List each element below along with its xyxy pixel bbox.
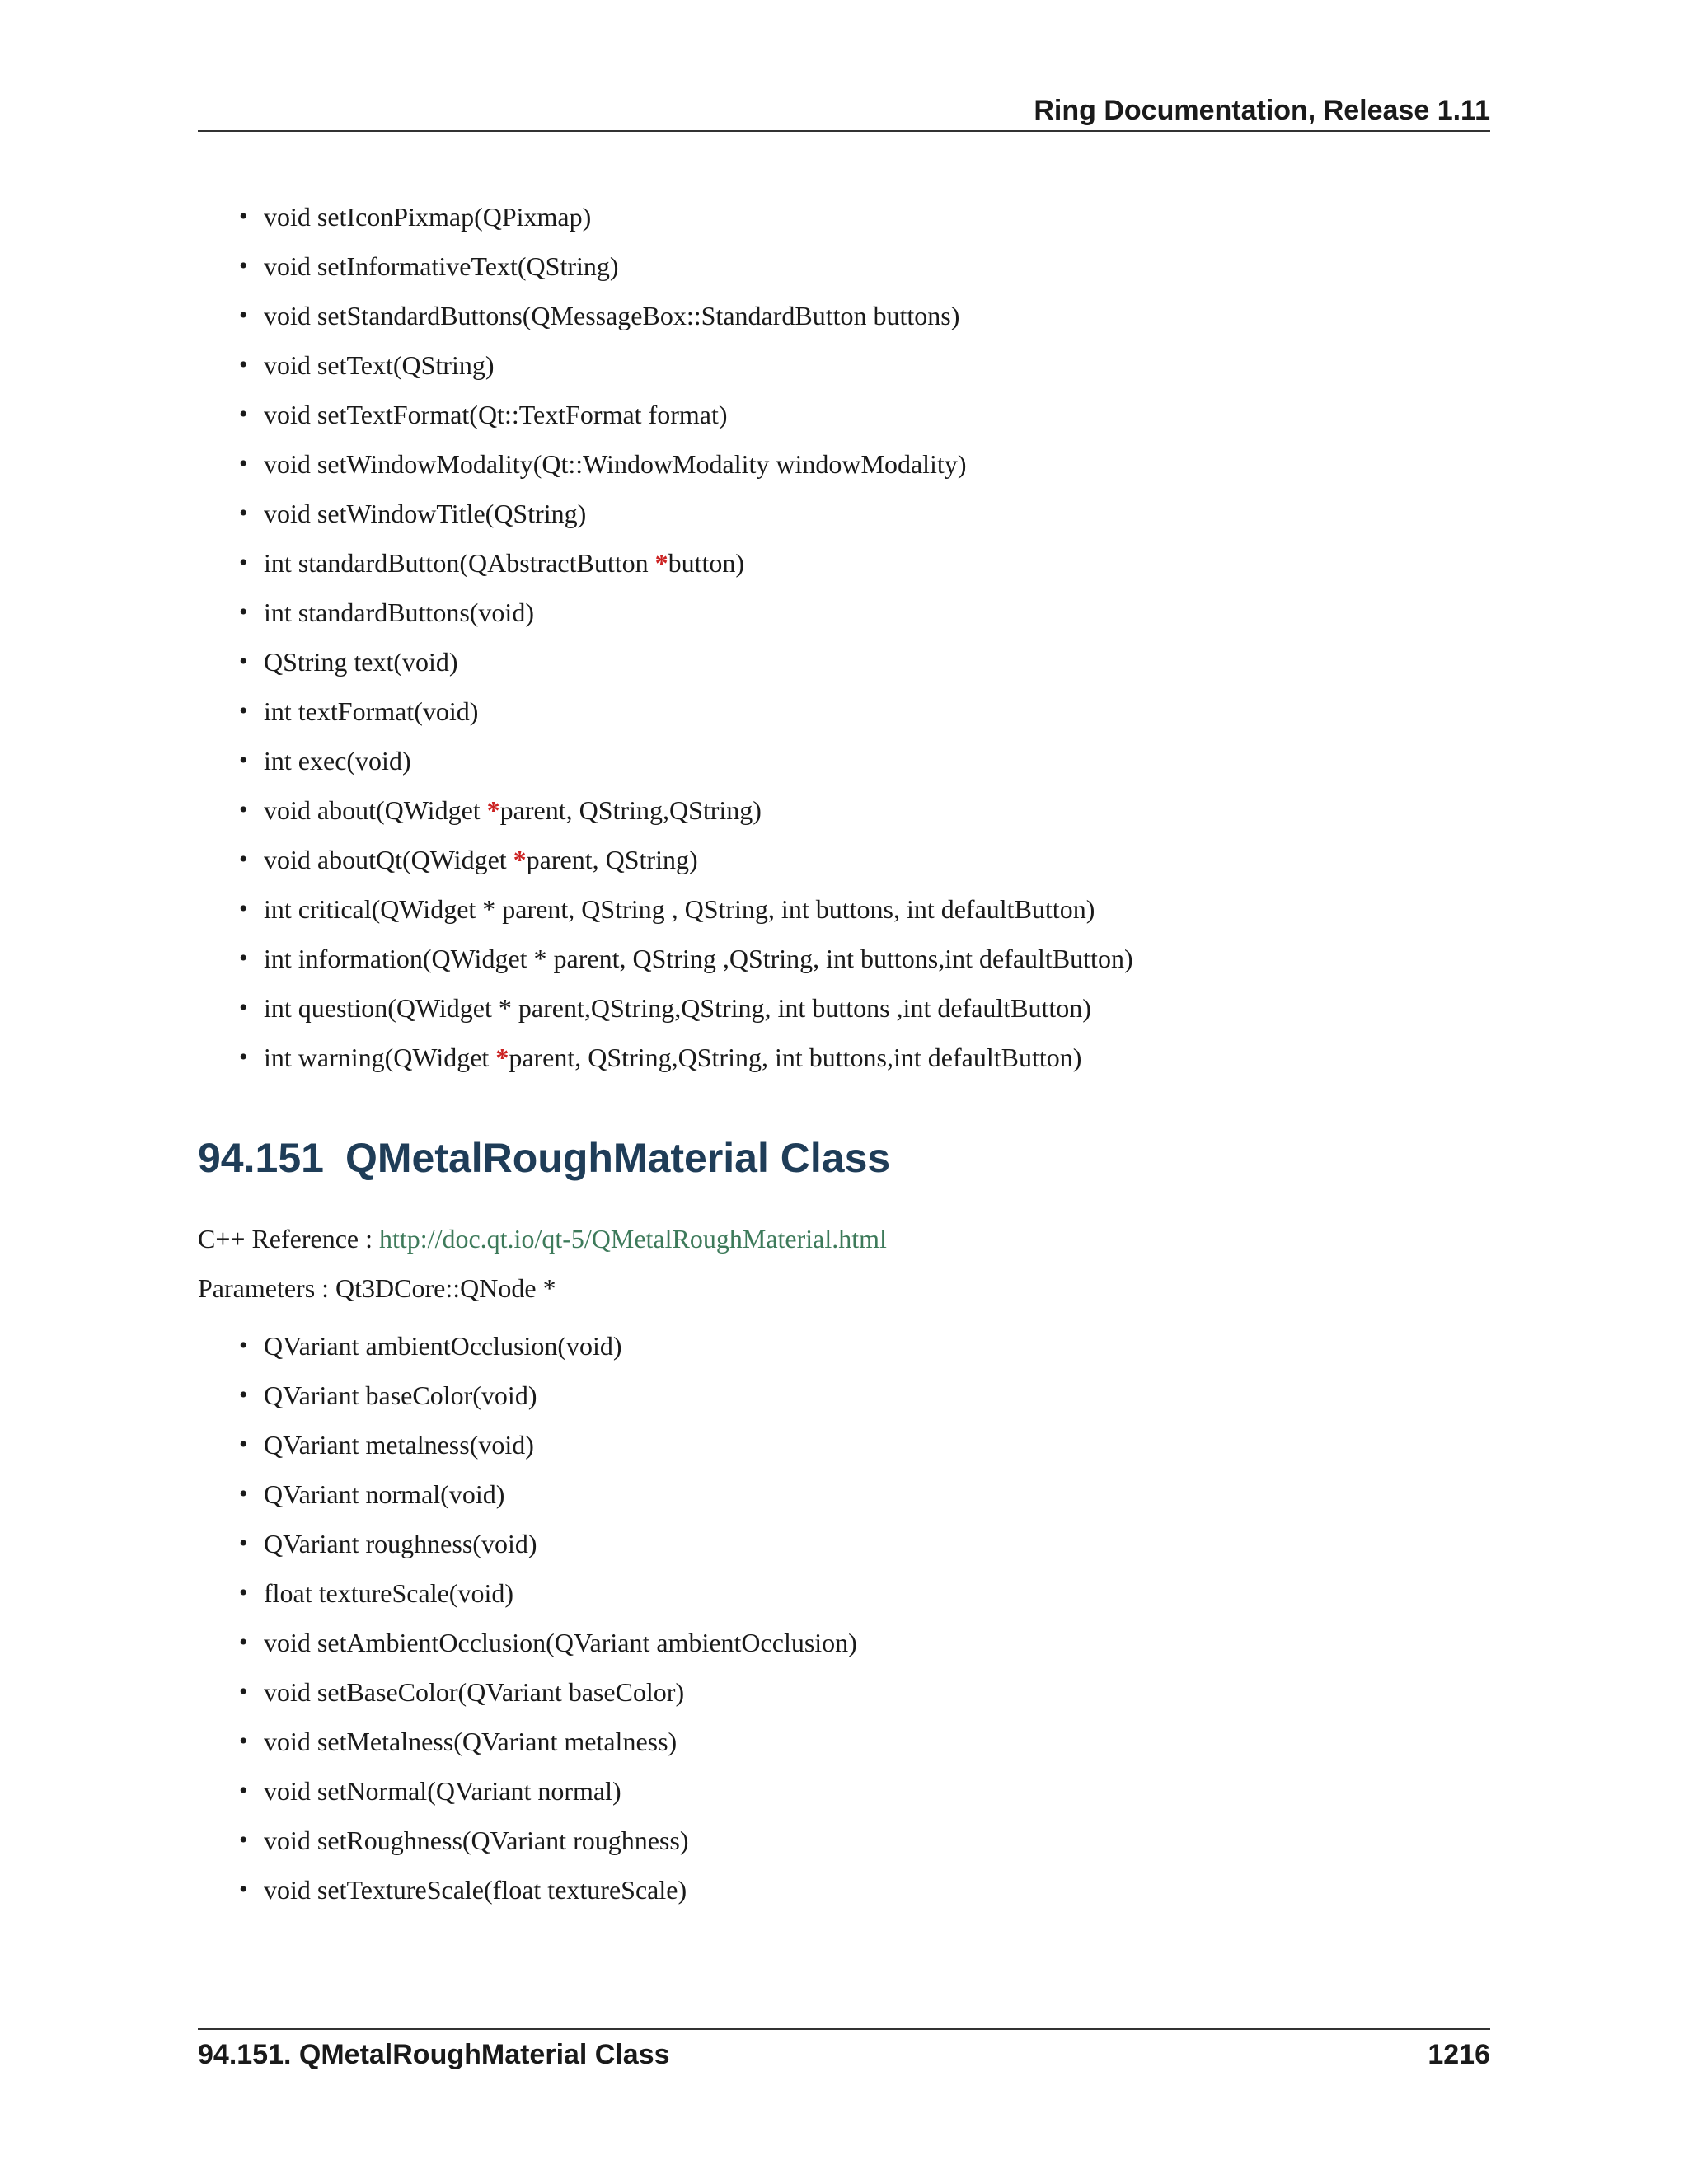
method-signature: int standardButtons(void) <box>264 598 534 627</box>
method-signature: void setIconPixmap(QPixmap) <box>264 202 592 232</box>
method-signature: int textFormat(void) <box>264 696 479 726</box>
method-signature-rest: button) <box>668 548 745 578</box>
cpp-reference-label: C++ Reference : <box>198 1224 379 1254</box>
method-signature: void setInformativeText(QString) <box>264 251 619 281</box>
method-signature-rest: parent, QString) <box>526 845 698 874</box>
bullet-icon: • <box>239 1530 248 1557</box>
method-list-item <box>239 884 1133 934</box>
method-list-item <box>239 390 1133 439</box>
method-list-item <box>239 1568 857 1618</box>
bullet-icon: • <box>239 549 248 576</box>
method-signature: void aboutQt(QWidget <box>264 845 513 874</box>
method-list-item <box>239 340 1133 390</box>
bullet-icon: • <box>239 1043 248 1071</box>
bullet-icon: • <box>239 944 248 972</box>
parameters-line: Parameters : Qt3DCore::QNode * <box>198 1273 556 1303</box>
bullet-icon: • <box>239 1431 248 1458</box>
method-signature: QVariant normal(void) <box>264 1479 505 1509</box>
method-signature: QString text(void) <box>264 647 458 677</box>
method-list-item <box>239 588 1133 637</box>
cpp-reference-link[interactable]: http://doc.qt.io/qt-5/QMetalRoughMaterial.html <box>379 1224 887 1254</box>
method-signature: int standardButton(QAbstractButton <box>264 548 655 578</box>
method-list-item <box>239 1618 857 1667</box>
section-title-text: QMetalRoughMaterial Class <box>345 1135 891 1181</box>
bullet-icon: • <box>239 1876 248 1903</box>
method-signature: QVariant baseColor(void) <box>264 1380 537 1410</box>
bullet-icon: • <box>239 401 248 428</box>
method-signature: QVariant ambientOcclusion(void) <box>264 1331 622 1361</box>
bullet-icon: • <box>239 796 248 823</box>
bullet-icon: • <box>239 846 248 873</box>
pointer-asterisk: * <box>654 548 668 578</box>
method-signature: void setWindowTitle(QString) <box>264 499 587 528</box>
method-list-item <box>239 241 1133 291</box>
bullet-icon: • <box>239 1826 248 1854</box>
method-signature: int information(QWidget * parent, QString ,QString, int buttons,int defaultButton) <box>264 944 1133 973</box>
page-header <box>198 92 1490 132</box>
method-signature: int critical(QWidget * parent, QString , QString, int buttons, int defaultButton) <box>264 894 1095 924</box>
bullet-icon: • <box>239 1381 248 1408</box>
method-list-item <box>239 785 1133 835</box>
method-list-item <box>239 538 1133 588</box>
bullet-icon: • <box>239 1678 248 1705</box>
bullet-icon: • <box>239 450 248 477</box>
method-list-item <box>239 983 1133 1033</box>
method-list-item <box>239 489 1133 538</box>
pointer-asterisk: * <box>486 795 500 825</box>
method-list-item <box>239 1667 857 1717</box>
method-signature: void setText(QString) <box>264 350 495 380</box>
method-list-item <box>239 1321 857 1371</box>
cpp-reference-line <box>198 1214 887 1263</box>
method-signature: void setRoughness(QVariant roughness) <box>264 1825 689 1855</box>
method-signature: void setStandardButtons(QMessageBox::StandardButton buttons) <box>264 301 960 330</box>
method-signature: QVariant metalness(void) <box>264 1430 534 1460</box>
bullet-icon: • <box>239 203 248 230</box>
method-signature: void setNormal(QVariant normal) <box>264 1776 621 1806</box>
method-list-item <box>239 1816 857 1865</box>
method-list-item <box>239 192 1133 241</box>
bullet-icon: • <box>239 598 248 626</box>
bullet-icon: • <box>239 302 248 329</box>
method-list-item <box>239 1033 1133 1082</box>
section-heading <box>198 1129 890 1187</box>
method-list-item <box>239 835 1133 884</box>
method-list-item <box>239 1371 857 1420</box>
bullet-icon: • <box>239 747 248 774</box>
method-signature: void setTextFormat(Qt::TextFormat format) <box>264 400 728 429</box>
bullet-icon: • <box>239 697 248 724</box>
method-list-item <box>239 1865 857 1915</box>
page-number: 1216 <box>1428 2039 1490 2070</box>
pointer-asterisk: * <box>513 845 527 874</box>
bullet-icon: • <box>239 648 248 675</box>
method-list-item <box>239 687 1133 736</box>
document-title: Ring Documentation, Release 1.11 <box>1034 95 1490 126</box>
method-signature: int exec(void) <box>264 746 411 776</box>
bullet-icon: • <box>239 1727 248 1755</box>
bullet-icon: • <box>239 1579 248 1606</box>
method-signature: void about(QWidget <box>264 795 487 825</box>
method-signature: void setTextureScale(float textureScale) <box>264 1875 687 1905</box>
method-signature: QVariant roughness(void) <box>264 1529 537 1558</box>
method-signature: int question(QWidget * parent,QString,QString, int buttons ,int defaultButton) <box>264 993 1091 1023</box>
method-signature: void setWindowModality(Qt::WindowModality windowModality) <box>264 449 967 479</box>
section-number: 94.151 <box>198 1135 324 1181</box>
method-list-item <box>239 1519 857 1568</box>
method-signature-rest: parent, QString,QString) <box>499 795 762 825</box>
method-list-item <box>239 291 1133 340</box>
bullet-icon: • <box>239 351 248 378</box>
method-list-item <box>239 1717 857 1766</box>
page-footer <box>198 2028 1490 2079</box>
method-list-item <box>239 736 1133 785</box>
method-signature-rest: parent, QString,QString, int buttons,int defaultButton) <box>509 1043 1082 1072</box>
method-list-item <box>239 1469 857 1519</box>
method-list-item <box>239 1766 857 1816</box>
method-signature: float textureScale(void) <box>264 1578 513 1608</box>
method-signature: void setAmbientOcclusion(QVariant ambientOcclusion) <box>264 1628 857 1657</box>
bullet-icon: • <box>239 252 248 279</box>
pointer-asterisk: * <box>495 1043 509 1072</box>
bullet-icon: • <box>239 895 248 922</box>
bullet-icon: • <box>239 1480 248 1507</box>
footer-section-link[interactable]: 94.151. QMetalRoughMaterial Class <box>198 2039 670 2070</box>
method-list-item <box>239 637 1133 687</box>
bullet-icon: • <box>239 499 248 527</box>
method-list-item <box>239 934 1133 983</box>
method-signature: void setBaseColor(QVariant baseColor) <box>264 1677 685 1707</box>
method-signature: int warning(QWidget <box>264 1043 496 1072</box>
bullet-icon: • <box>239 1777 248 1804</box>
bullet-icon: • <box>239 1629 248 1656</box>
bullet-icon: • <box>239 994 248 1021</box>
method-signature: void setMetalness(QVariant metalness) <box>264 1727 678 1756</box>
method-list-qmetalroughmaterial <box>239 1321 857 1915</box>
bullet-icon: • <box>239 1332 248 1359</box>
method-list-qmessagebox <box>239 192 1133 1082</box>
method-list-item <box>239 439 1133 489</box>
method-list-item <box>239 1420 857 1469</box>
